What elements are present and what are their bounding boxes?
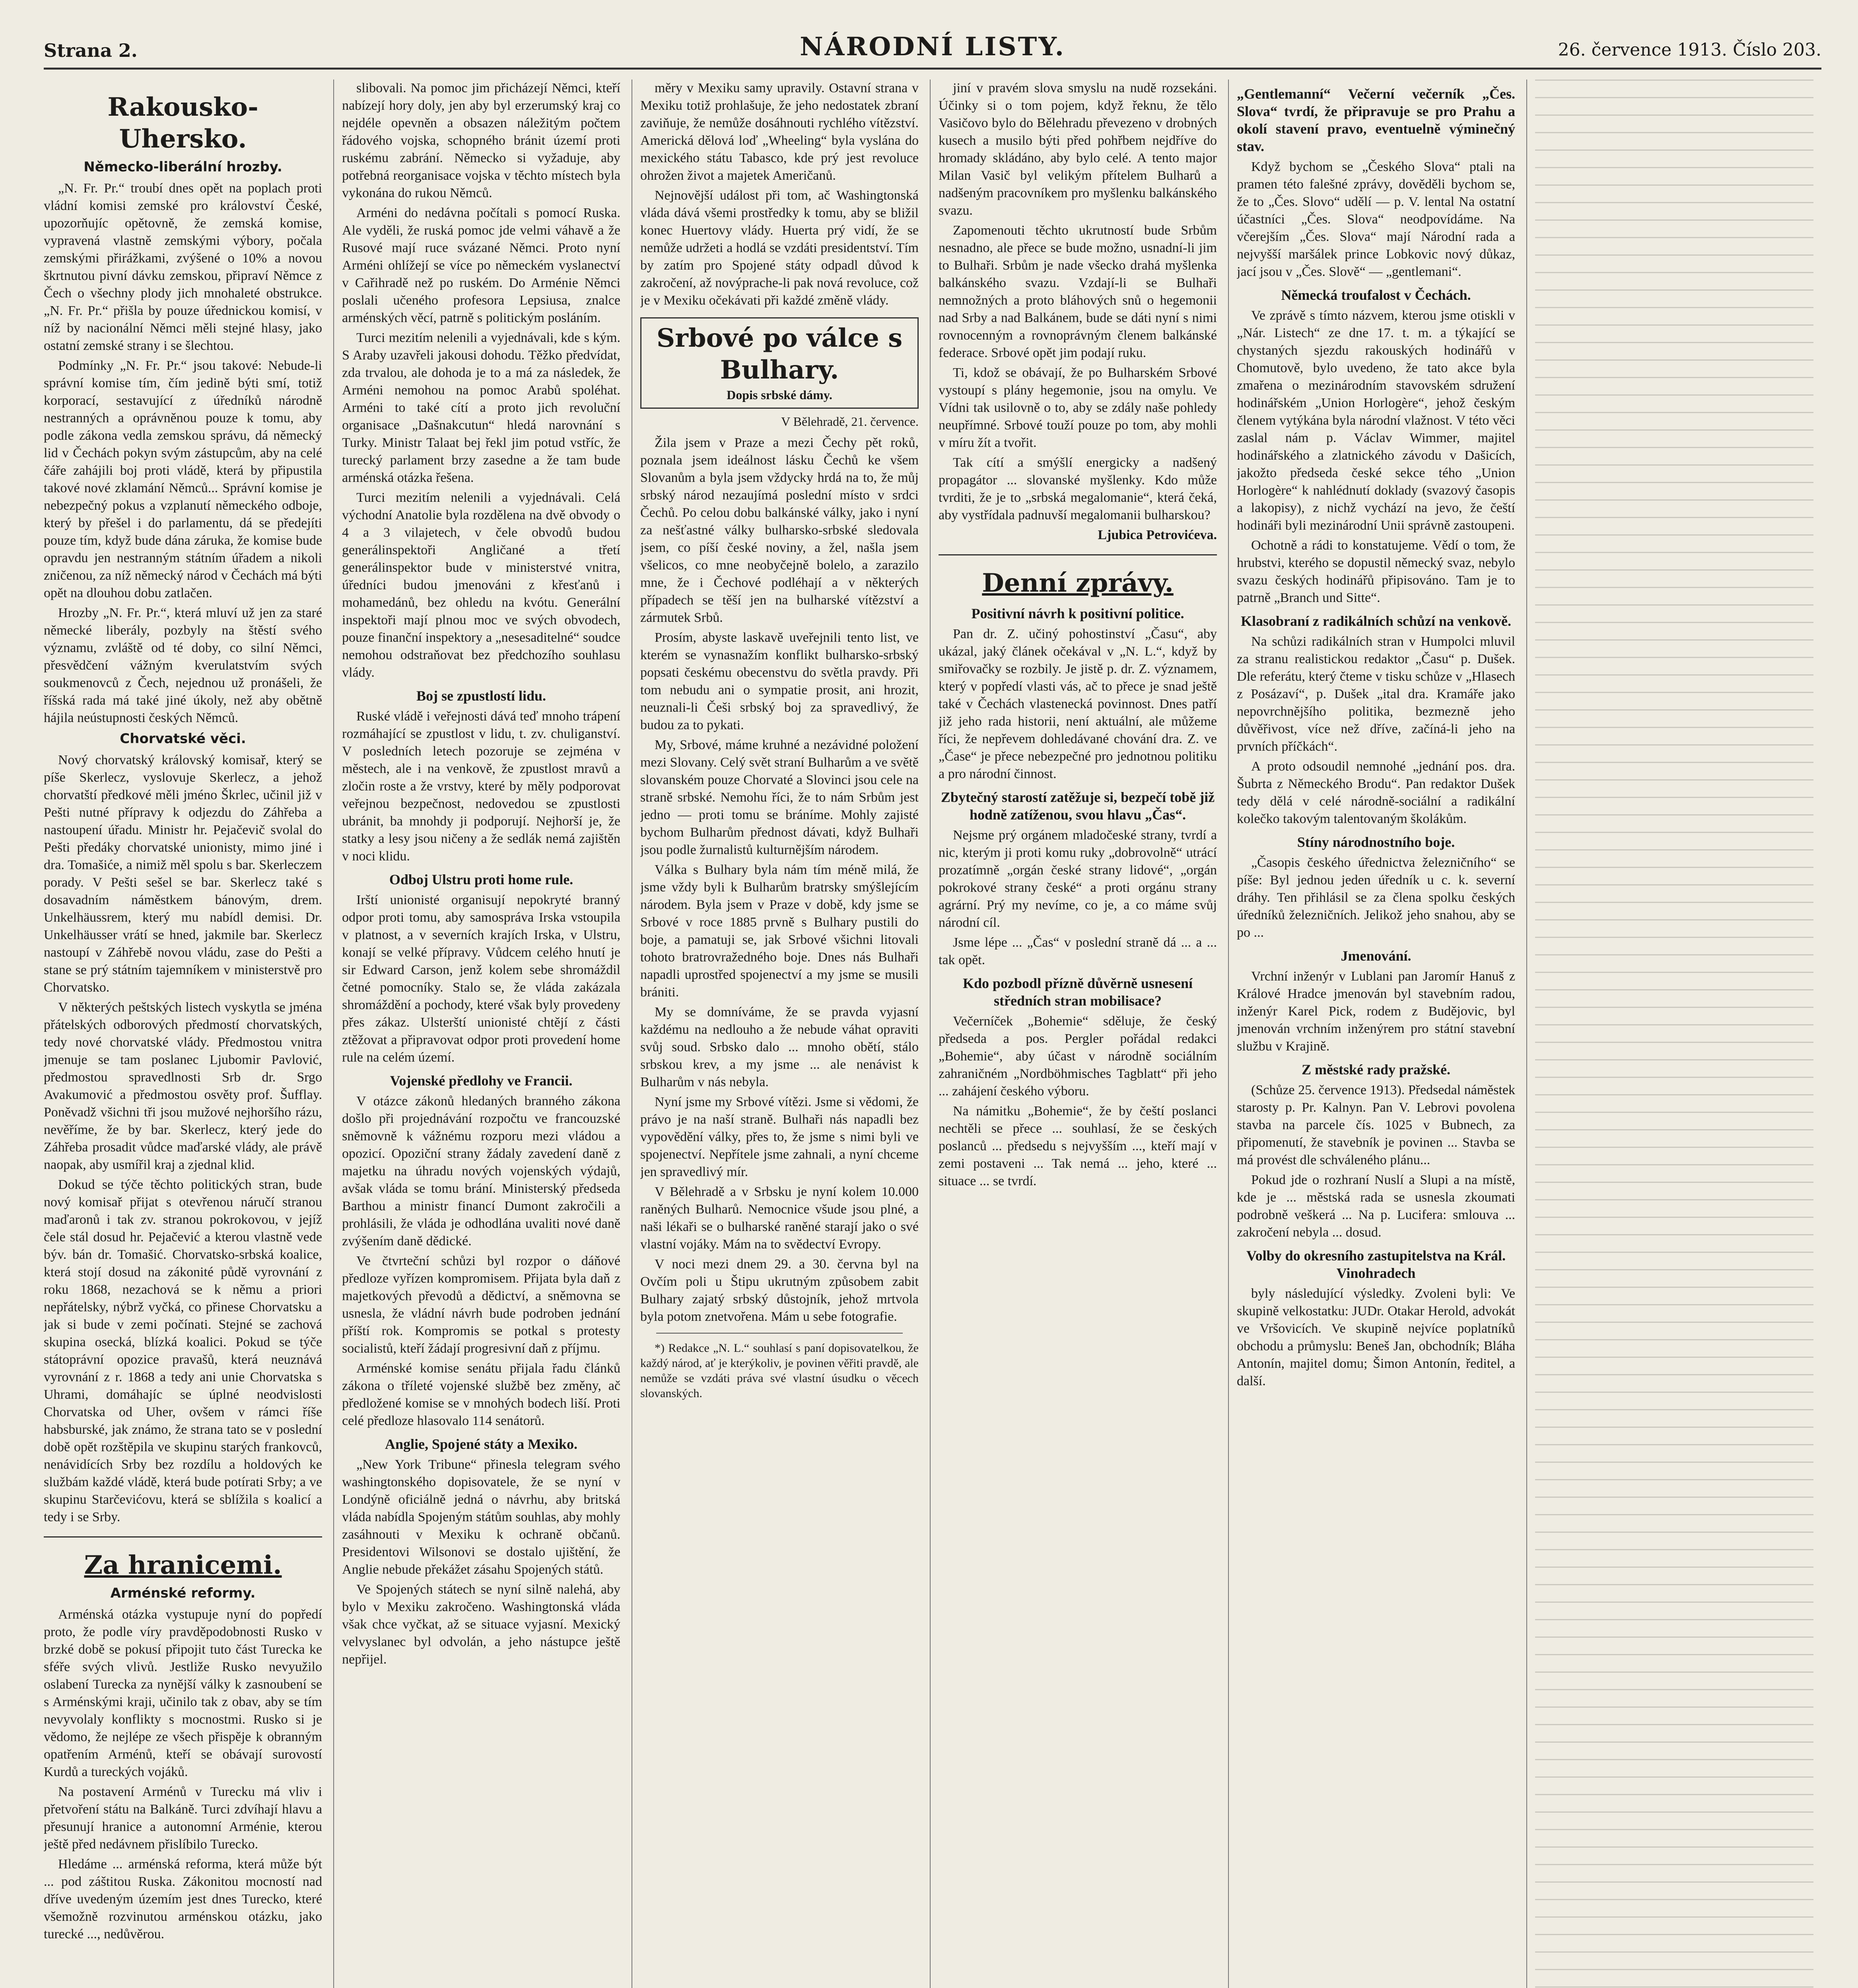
article-subheading: Volby do okresního zastupitelstva na Král. Vinohradech [1246,1248,1506,1281]
article-paragraph: Turci mezitím nelenili a vyjednávali, kde s kým. S Araby uzavřeli jakousi dohodu. Těžko předvídat, zda trvalou, ale dohoda je to a má za následek, že Arméni nemohou na pomoc Arabů spoléhat. Arméni to také cítí a proto jich revoluční organisace „Dašnakcutun“ hledá narovnání s Turky. Ministr Talaat bej řekl jim potud vstříc, že turecký parlament brzy zasedne a že tam bude arménská otázka řešena. [342,330,620,485]
article-signature: Ljubica Petrovićeva. [1098,528,1217,542]
article-paragraph: Na námitku „Bohemie“, že by čeští poslanci nechtěli se přece ... souhlasí, že se českých poslanců ... předsedu s nejvyšším ..., kteří mají v zemi postaveni ... Tak nemá ... jeho, které ... situace ... se tvrdí. [939,1104,1217,1188]
article-paragraph: slibovali. Na pomoc jim přicházejí Němci, kteří nabízejí hory doly, jen aby byl erzerumský kraj co nejdéle opevněn a obsazen náležitým počtem řádového vojska, schopného bránit území proti ruskému zabrání. Německo si vyžaduje, aby potřebná reorganisace vojska v těchto místech byla vykonána do rukou Němců. [342,81,620,200]
column-5 [1237,80,1515,1988]
article-paragraph: V některých peštských listech vyskytla se jména přátelských odborových předmostí chorvatských, tedy nové chorvatské vlády. Předmostou vnitra jmenuje se tam poslanec Ljubomir Pavlović, předmostou spravedlnosti Srb dr. Srgo Avakumović a předmostou osvěty prof. Šufflay. Poněvadž všichni tři jsou mužové nejhoršího rázu, nevěříme, že by bar. Skerlecz, který jede do Záhřeba prosadit vůdce maďarské vlády, ale právě naopak, aby usmířil kraj a zjednal klid. [44,1000,322,1172]
article-paragraph: V otázce zákonů hledaných branného zákona došlo při projednávání rozpočtu ve francouzské sněmovně k vážnému rozporu mezi vládou a opozicí. Opoziční strany žádaly zavedení daně z majetku na úhradu nových vojenských výdajů, avšak vláda se tomu brání. Ministerský předseda Barthou a ministr financí Dumont zakročili a prohlásili, že vláda je odhodlána uvaliti nové daně zvýšením daně dědické. [342,1094,620,1248]
article-subheading: Z městské rady pražské. [1302,1062,1450,1077]
footnote: *) Redakce „N. L.“ souhlasí s paní dopisovatelkou, že každý národ, ať je kterýkoliv, je povinen věřiti pravdě, ale nemůže se vzdáti práva své vlastní úsudku o věcech slovanských. [640,1342,919,1400]
column-divider [1526,80,1527,1988]
column-1 [44,80,322,1988]
article-subheading: Chorvatské věci. [120,731,246,747]
article-paragraph: V noci mezi dnem 29. a 30. června byl na Ovčím poli u Štipu ukrutným způsobem zabit Bulhary zajatý srbský důstojník, jehož mrtvola byla potom znetvořena. Mám u sebe fotografie. [640,1257,919,1324]
article-paragraph: Vrchní inženýr v Lublani pan Jaromír Hanuš z Králové Hradce jmenován byl stavebním radou, inženýr Karel Pick, rodem z Budějovic, byl jmenován vrchním inženýrem pro státní stavební službu v Krajině. [1237,969,1515,1054]
article-paragraph: Na schůzi radikálních stran v Humpolci mluvil za stranu realistickou redaktor „Času“ p. Dušek. Dle referátu, který čteme v tisku schůze v „Hlasech z Posázaví“, p. Dušek „ital dra. Kramáře jako nepovrchnějšího politika, bezmezně jeho důvěřivost, více než dříve, začíná-li jeho na prvních příčkách“. [1237,634,1515,754]
article-paragraph: Večerníček „Bohemie“ sděluje, že český předseda a pos. Pergler pořádal redakci „Bohemie“, aby účast v národně sociálním zahraničném „Nordböhmisches Tagblatt“ při jeho ... zahájení českého výboru. [939,1014,1217,1099]
issue-date: 26. července 1913. Číslo 203. [1558,40,1821,60]
article-paragraph: „N. Fr. Pr.“ troubí dnes opět na poplach proti vládní komisi zemské pro království České, upozorňujíc opětovně, že zemská komise, vypravená vlastně zemskými výbory, počala zemskými přirážkami, zvýšené o 10% a novou škrtnutou pivní dávku zemskou, připraví Němce z Čech o všechny plody jich mnohaleté obstrukce. „N. Fr. Pr.“ přišla by pouze úřednickou komisí, v níž by nacionální Němci měli stejné hlasy, jako ostatní zemské strany i se šlechtou. [44,181,322,353]
article-paragraph: Nejnovější událost při tom, ač Washingtonská vláda dává všemi prostředky k tomu, aby se bližil konec Huertovy vlády. Huerta prý vidí, že se nemůže udržeti a hodlá se vzdáti presidentství. Tím by zatím pro Spojené státy odpadl důvod k zakročení, až novýprache-li pak nová revoluce, což je v Mexiku očekávati při každé změně vlády. [640,188,919,308]
article-paragraph: Zapomenouti těchto ukrutností bude Srbům nesnadno, ale přece se bude možno, usnadní-li jim to Bulhaři. Srbům je nade všecko drahá myšlenka balkánského svazu. Vzdají-li se Bulhaři nemnožných a proto bláhových snů o hegemonii nad Srby a nad Balkánem, bude se dáti nyní s nimi rovnocenným a rovnoprávným členem balkánské federace. Srbové opět jim podají ruku. [939,223,1217,360]
section-headline: Za hranicemi. [84,1550,282,1580]
article-paragraph: „Časopis českého úřednictva železničního“ se píše: Byl jednou jeden úředník u c. k. severní dráhy. Ten přihlásil se za člena spolku českých úředníků železničních. Jelikož jeho snahou, aby se po ... [1237,855,1515,940]
article-paragraph: Ochotně a rádi to konstatujeme. Vědí o tom, že hrubstvi, kterého se dopustil německý svaz, nebylo svazu českých hodinářů připisováno. Tam je to patrně „Branch und Sitte“. [1237,538,1515,605]
page-number: Strana 2. [44,40,138,61]
article-subheading: Boj se zpustlostí lidu. [416,688,546,704]
article-paragraph: Na postavení Arménů v Turecku má vliv i přetvoření státu na Balkáně. Turci zdvíhají hlavu a přesunují hranice a autonomní Arménie, kterou ještě před nedávnem přislíbilo Turecko. [44,1784,322,1852]
article-paragraph: Hrozby „N. Fr. Pr.“, která mluví už jen za staré německé liberály, pozbyly na štěstí svého významu, zvláště od té doby, co silní Němci, přesvědčení vážným kverulatstvím svých soukmenovců z Čech, nejednou už pronášeli, že říšská rada má také jiné úkoly, než aby obětně hájila neústupnosti českých Němců. [44,606,322,725]
article-subheading: Odboj Ulstru proti home rule. [389,872,573,887]
article-subheading: Jmenování. [1341,948,1411,964]
article-paragraph: „New York Tribune“ přinesla telegram svého washingtonského dopisovatele, že se nyní v Londýně oficiálně jedná o návrhu, aby britská vláda nabídla Spojeným státům souhlas, aby mohly zasáhnouti v Mexiku k ochraně občanů. Presidentovi Wilsonovi se dostalo ujištění, že Anglie nebude překážet zásahu Spojených států. [342,1457,620,1577]
article-byline: Dopis srbské dámy. [727,388,832,402]
article-paragraph: V Bělehradě a v Srbsku je nyní kolem 10.000 raněných Bulharů. Nemocnice všude jsou plné, a naši lékaři se o bulharské raněné starají jako o své vlastní vojáky. Mám na to svědectví Evropy. [640,1184,919,1252]
column-2 [342,80,620,1988]
article-paragraph: Nyní jsme my Srbové vítězi. Jsme si vědomi, že právo je na naší straně. Bulhaři nás napadli bez vypovědění války, přes to, že jsme s nimi byli ve spojenectví. Nepřítele jsme zahnali, a nyní chceme jen spravedlivý mír. [640,1095,919,1179]
article-paragraph: měry v Mexiku samy upravily. Ostavní strana v Mexiku totiž prohlašuje, že jeho nedostatek zbraní zaviňuje, že nemůže dosáhnouti rychlého vítězství. Americká dělová loď „Wheeling“ byla vyslána do mexického státu Tabasco, kde prý jest revoluce ohrožen život a majetek Američanů. [640,81,919,183]
article-paragraph: Ve zprávě s tímto názvem, kterou jsme otiskli v „Nár. Listech“ ze dne 17. t. m. a týkající se chystaných sjezdu rakouských hodinářů v Chomutově, bylo uvedeno, že tato akce byla zmařena o mezinárodním stavovském sdružení hodinářském „Union Horlogère“, jehož českým členem vytýkána byla národní vlažnost. V této věci zaslal nám p. Václav Wimmer, majitel hodinářského a zlatnického závodu v Dašicích, jakožto předseda české sekce tého „Union Horlogère“ k nahlédnutí doklady (svazový časopis a lakopisy), z nichž vychází na jevo, že čeští hodináři byli mezinárodní Unii správně zastoupeni. [1237,308,1515,533]
article-paragraph: Tak cítí a smýšlí energicky a nadšený propagátor ... slovanské myšlenky. Kdo může tvrditi, že je to „srbská megalomanie“, která čeká, aby vystřídala padnuvší megalomanii bulharskou? [939,455,1217,522]
section-rule [44,1536,322,1538]
section-rule [939,554,1217,555]
article-paragraph: Ve Spojených státech se nyní silně nalehá, aby bylo v Mexiku zakročeno. Washingtonská vláda však chce vyčkat, až se situace vyjasní. Mexický velvyslanec byl odvolán, a jeho nástupce ještě nepřijel. [342,1582,620,1667]
column-divider [333,80,334,1988]
article-paragraph: Irští unionisté organisují nepokryté branný odpor proti tomu, aby samospráva Irska vstoupila v platnost, a v severních krajích Irska, v Ulstru, konají se velké přípravy. Vůdcem celého hnutí je sir Edward Carson, jenž kolem sebe shromáždil četné pomocníky. Stalo se, že vláda zakázala shromáždění a pochody, které však byly provedeny přes zákaz. Ulsterští unionisté chtějí z části ztěžovat a připravovat odpor proti provedení home rule na celém území. [342,893,620,1065]
column-6 [1535,80,1813,1988]
article-paragraph: Nejsme prý orgánem mladočeské strany, tvrdí a nic, kterým ji proti komu ruky „dobrovolně“ utrácí prozatímně „orgán české strany lidové“, „orgán pokrokové strany české“ a proti orgánu strany agrární. Prý my nevíme, co je, a co máme svůj národní cíl. [939,828,1217,930]
article-paragraph: Když bychom se „Českého Slova“ ptali na pramen této falešné zprávy, dověděli bychom se, že to „Čes. Slovo“ udělí — p. V. lental Na ostatní účastníci „Čes. Slova“ neodpovídáme. Na včerejším „Čes. Slova“ mají Národní rada a nejvyšší maršálek prince Lobkovic nový důkaz, jací jsou v „Čes. Slově“ — „gentlemani“. [1237,159,1515,279]
article-subheading: Kdo pozbodl přízně důvěrně usnesení středních stran mobilisace? [962,975,1193,1009]
article-paragraph: Ti, kdož se obávají, že po Bulharském Srbové vystoupí s plány hegemonie, jsou na omylu. Ve Vídni tak usilovně o to, aby se zdály naše pohledy neupřímné. Srbové touží pouze po tom, aby mohli v míru žít a tvořit. [939,365,1217,450]
article-paragraph: Podmínky „N. Fr. Pr.“ jsou takové: Nebude-li správní komise tím, čím jedině býti smí, totiž korporací, sestavující z úředníků národně nestranných a oprávněnou pouze k tomu, aby podle zákona vedla zemskou správu, dá německý lid v Čechách pokyn svým zástupcům, aby na celé čáře zahájili boj proti vládě, která by připustila takové nové zklamání Němců... Správní komise je nebezpečný pokus a vzplanutí německého odboje, který by přešel i do parlamentu, dá se předejíti pouze tím, když bude dána záruka, že komise bude opravdu jen nestranným státním úřadem a nikoli zničenou, za níž německý národ v Čechách má býti opět na dlouhou dobu zatlačen. [44,358,322,600]
article-subheading: Stíny národnostního boje. [1297,834,1455,850]
article-paragraph: Arménské komise senátu přijala řadu článků zákona o tříleté vojenské službě bez změny, ač předložené komise se v mnohých bodech liší. Proti celé předloze hlasovalo 114 senátorů. [342,1361,620,1428]
article-paragraph: Dokud se týče těchto politických stran, bude nový komisař přijat s otevřenou náručí stranou maďaronů i tak zv. stranou pokrokovou, v jejíž čele stál dosud hr. Pejačević a kterou vlastně vede býv. bán dr. Tomašić. Chorvatsko-srbská koalice, která stojí dosud na zákonité půdě vyrovnání z roku 1868, nezachová se k němu a priori nepřátelsky, nýbrž vyčká, co přinese Chorvatsku a jak si bude v zemi počínati. Stejné se zachová skupina osecká, blízká koalici. Pokud se týče státoprávní opozice pravašů, která neuznává vyrovnání z r. 1868 a tedy ani unie Chorvatska s Uhrami, domáhajíc se úplné neodvislosti Chorvatska od Uher, ovšem v rámci říše habsburské, jak známo, že strana tato se v poslední době opět rozštěpila ve skupinu starých frankovců, nenávidících Srby bez rozdílu a holdových ke službám každé vládě, která bude potírati Srby; a ve skupinu Starčevićovu, která se sblížila s koalicí a tedy i se Srby. [44,1177,322,1524]
article-dateline: V Bělehradě, 21. července. [781,414,919,429]
article-subheading: Klasobraní z radikálních schůzí na venkově. [1240,613,1512,629]
section-headline: Rakousko-Uhersko. [107,92,258,154]
article-paragraph: jiní v pravém slova smyslu na nudě rozsekáni. Účinky si o tom pojem, když řeknu, že tělo Vasičovo bylo do Bělehradu převezeno v drobných kusech a musilo býti před pohřbem nejdříve do hromady skládáno, aby bylo celé. A tento major Milan Vasič byl velikým přítelem Bulharů a nadšeným pracovníkem pro myšlenku balkánského svazu. [939,81,1217,218]
article-paragraph: (Schůze 25. července 1913). Předsedal náměstek starosty p. Pr. Kalnyn. Pan V. Lebrovi povolena stavba na parcele čís. 1025 v Bubnech, za připomenutí, že stavebník je povinen ... Stavba se má provést dle schváleného plánu... [1237,1083,1515,1167]
section-headline: Denní zprávy. [982,568,1174,598]
header-rule [44,68,1821,70]
article-paragraph: Pokud jde o rozhraní Nuslí a Slupi a na místě, kde je ... městská rada se usnesla zkoumati podrobně veškerá ... Na p. Lucifera: smlouva ... zakročení nebyla ... dosud. [1237,1173,1515,1240]
article-subheading: Německá troufalost v Čechách. [1281,287,1471,303]
column-4 [939,80,1217,1988]
article-paragraph: Arméni do nedávna počítali s pomocí Ruska. Ale vyděli, že ruská pomoc jde velmi váhavě a že Rusové mají ruce svázané Němci. Proto nyní Arméni ohlížejí se více po německém vyslanectví v Cařihradě než po ruském. Do Arménie Němci poslali učeného profesora Lepsiusa, znalce arménských věcí, patrně s politickým posláním. [342,206,620,325]
article-paragraph: My se domníváme, že se pravda vyjasní každému na nedlouho a že nebude váhat opraviti svůj soud. Srbsko dalo ... mnoho obětí, stálo srbskou krev, a my jsme ... ale nenávist k Bulharům v nás nebyla. [640,1005,919,1089]
article-subheading: Německo-liberální hrozby. [84,159,282,175]
article-subheading: Vojenské předlohy ve Francii. [390,1073,573,1089]
article-subheading: Positivní návrh k positivní politice. [971,606,1184,621]
continued-text-block [1535,80,1813,1988]
column-divider [1228,80,1229,1988]
article-paragraph: Arménská otázka vystupuje nyní do popředí proto, že podle víry pravděpodobnosti Rusko v brzké době se pokusí připojit tuto část Turecka ke sféře svých vlivů. Jestliže Rusko nevyužilo oslabení Turecka za nynější války k zasnoubení se s Arménskými kraji, učinilo tak z obav, aby se tím nevyvolaly konflikty s mocnostmi. Rusko si je vědomo, že nejlépe ze všech přispěje k obranným opatřením Arménů, kteří se obávají surovostí Kurdů a tureckých vojáků. [44,1607,322,1779]
article-headline: Srbové po válce s Bulhary. [656,323,903,385]
masthead-title: NÁRODNÍ LISTY. [800,32,1065,62]
article-paragraph: Žila jsem v Praze a mezi Čechy pět roků, poznala jsem ideálnost lásku Čechů ke všem Slovanům a byla jsem vždycky hrdá na to, že můj srbský národ nezaujímá poslední místo v srdci Čechů. Po celou dobu balkánské války, jako i nyní za nešťastné války bulharsko-srbské sledovala jsem, co píší české noviny, a žel, našla jsem všelicos, co mne neobyčejně bolelo, a zarazilo mne, že i Čechové podléhají a v některých případech se těší jen na bulharské vítězství a zármutek Srbů. [640,435,919,625]
article-subheading: Zbytečný starostí zatěžuje si, bezpečí tobě již hodně zatíženou, svou hlavu „Čas“. [941,789,1215,823]
article-paragraph: Válka s Bulhary byla nám tím méně milá, že jsme vždy byli k Bulharům bratrsky smýšlejícím národem. Byla jsem v Praze v době, kdy jsme se Srbové v roce 1885 prvně s Bulhary pustili do boje, a pamatuji se, jak Srbové všichni litovali tohoto bratrovražedného boje. Dnes nás Bulhaři napadli uprostřed spojenectví a my jsme se musili brániti. [640,862,919,1000]
article-subheading: Arménské reformy. [110,1585,256,1601]
footnote-rule [656,1333,903,1334]
article-paragraph: Jsme lépe ... „Čas“ v poslední straně dá ... a ... tak opět. [939,935,1217,967]
article-subheading: „Gentlemanní“ Večerní večerník „Čes. Slova“ tvrdí, že připravuje se pro Prahu a okolí stavení pravo, eventuelně výminečný stav. [1237,86,1515,154]
article-paragraph: Ve čtvrteční schůzi byl rozpor o dáňové předloze vyřízen kompromisem. Přijata byla daň z majetkových převodů a dědictví, a sněmovna se usnesla, že vládní návrh bude podroben jednání příští rok. Kompromis se potkal s protesty socialistů, kteří žádají progresivní daň z příjmu. [342,1254,620,1356]
article-paragraph: A proto odsoudil nemnohé „jednání pos. dra. Šubrta z Německého Brodu“. Pan redaktor Dušek tedy dělá v celé národně-sociální a radikální kolečko takovým talentovaným školákům. [1237,759,1515,826]
article-subheading: Anglie, Spojené státy a Mexiko. [385,1436,577,1452]
article-paragraph: byly následující výsledky. Zvoleni byli: Ve skupině velkostatku: JUDr. Otakar Herold, advokát ve Vršovicích. Ve skupině nejvíce poplatníků obchodu a průmyslu: Beneš Jan, obchodník; Bláha Antonín, majitel domu; Šimon Antonín, ředitel, a další. [1237,1286,1515,1388]
article-headline-box [640,317,919,409]
article-paragraph: Prosím, abyste laskavě uveřejnili tento list, ve kterém se vynasnažím konflikt bulharsko-srbský popsati českému obecenstvu do světla pravdy. Při tom nebudu ani o sympatie prosit, ani hrozit, neuznali-li Češi srbský boj za spravedlivý, že budou za to pykati. [640,630,919,732]
article-paragraph: Turci mezitím nelenili a vyjednávali. Celá východní Anatolie byla rozdělena na dvě obvody o 4 a 3 vilajetech, v čele obvodů budou generálinspektoři Angličané a třetí generálinspektor bude v ministerstvé vnitra, úředníci budou jmenováni z křesťanů i mohamedánů, bez ohledu na kvótu. Generální inspektoři mají plnou moc ve svých obvodech, pouze finanční inspektory a „nesesaditelné“ soudce nemohou odstraňovat bez předchozího souhlasu vlády. [342,490,620,680]
column-3 [640,80,919,1988]
article-paragraph: Ruské vládě i veřejnosti dává teď mnoho trápení rozmáhající se zpustlost v lidu, t. zv. chuliganství. V posledních letech pozoruje se zejména v městech, ale i na venkově, že zpustlost mravů a zločin roste a že vrstvy, které by měly podporovat veřejnou bezpečnost, nedovedou se zpustlosti ubránit, ba mnohdy ji podporují. Nejhorší je, že statky a lesy jsou ničeny a že sedlák nemá zajištěn v noci klidu. [342,709,620,864]
article-paragraph: Nový chorvatský královský komisař, který se píše Skerlecz, vyslovuje Skerlecz, a jehož chorvatští předkové měli jméno Škrlec, učinil již v Pešti nutné přípravy k odjezdu do Záhřeba a nastoupení úřadu. Ministr hr. Pejačevič svolal do Pešti předáky chorvatské unionisty, mimo jiné i dra. Tomašiće, a nimiž měl spolu s bar. Skerleczem porady. V Pešti sešel se bar. Skerlecz také s dosavadním náměstkem bánovým, drem. Unkelhäussrem, který mu nabídl demisi. Dr. Unkelhäusser vrátí se hned, jakmile bar. Skerlecz nastoupí v Záhřebě novou vládu, zase do Pešti a stane se prý státním tajemníkem v ministerstvě pro Chorvatsko. [44,753,322,995]
article-paragraph: Hledáme ... arménská reforma, která může být ... pod záštitou Ruska. Zákonitou mocností nad dříve uvedeným územím jest dnes Turecko, které všemožně rozvinutou arménskou otázku, jako turecké ..., nedůvěrou. [44,1857,322,1941]
article-paragraph: My, Srbové, máme kruhné a nezávidné položení mezi Slovany. Celý svět straní Bulharům a ve světě slovanském pouze Chorvaté a Slovinci jsou cele na straně srbské. Nemohu říci, že to nám Srbům jest jedno — proti tomu se bráníme. Mohly zajisté bychom Bulharům přednost dávati, když Bulhaři jsou podle žurnalistů kulturnějším národem. [640,738,919,857]
column-divider [930,80,931,1988]
article-paragraph: Pan dr. Z. učiný pohostinství „Času“, aby ukázal, jaký článek očekával v „N. L.“, když by smiřovačky se rozbily. Je jistě p. dr. Z. významem, který v popředí vlasti vás, ač to přece je snad ještě také v Čechách vlastenecká povinnost. Dnes patří již jeho rada historii, není aktuální, ale můžeme říci, že nepřevem dohledávané chování dra. Z. ve „Čase“ je přece nebezpečné pro jednotnou politiku a pro národní činnost. [939,627,1217,781]
